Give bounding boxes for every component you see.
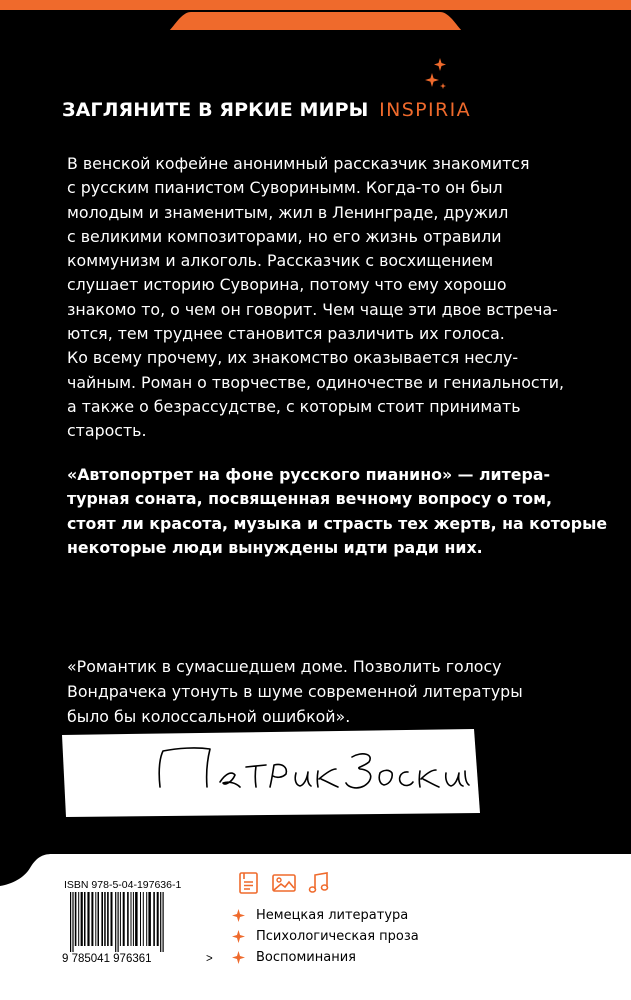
barcode-bar — [143, 892, 144, 946]
genre-label: Воспоминания — [256, 950, 356, 965]
barcode-bar — [111, 892, 113, 946]
barcode-bar — [78, 892, 79, 946]
sparkle-bullet-icon — [232, 930, 245, 943]
highlight-paragraph — [67, 463, 608, 560]
highlight-line: «Автопортрет на фоне русского пианино» — литера- — [67, 465, 551, 484]
genre-label: Психологическая проза — [256, 929, 419, 944]
barcode-bar — [160, 892, 161, 952]
description-line: молодым и знаменитым, жил в Ленинграде, дружил — [67, 202, 509, 222]
description-line: Ко всему прочему, их знакомство оказывается неслу- — [67, 348, 519, 368]
description-line: коммунизм и алкоголь. Рассказчик с восхищением — [67, 251, 494, 271]
barcode-bar — [163, 892, 164, 952]
genre-item — [232, 905, 419, 926]
isbn-text: ISBN 978-5-04-197636-1 — [64, 879, 182, 891]
barcode-bar — [95, 892, 96, 946]
barcode-bar — [131, 892, 132, 946]
barcode-bar — [81, 892, 83, 946]
barcode-bar — [87, 892, 89, 946]
barcode-bar — [146, 892, 147, 946]
barcode-bar — [115, 892, 116, 952]
barcode-bar — [140, 892, 141, 946]
genre-item — [232, 926, 419, 947]
description-line: слушает историю Суворина, потому что ему хорошо — [67, 275, 507, 295]
description-line: старость. — [67, 421, 147, 441]
quote-line: Вондрачека утонуть в шуме современной литературы — [67, 681, 523, 701]
barcode-bar — [123, 892, 125, 946]
ebook-icon — [236, 870, 262, 896]
barcode-bar — [104, 892, 106, 946]
headline-text: ЗАГЛЯНИТЕ В ЯРКИЕ МИРЫ — [62, 99, 369, 121]
format-icons — [236, 870, 336, 900]
barcode-bar — [127, 892, 129, 946]
barcode-bar — [133, 892, 134, 946]
barcode-bar — [72, 892, 73, 952]
description-line: с русским пианистом Суворинымм. Когда-то он был — [67, 178, 503, 198]
music-note-icon — [306, 870, 332, 896]
description-line: знакомо то, о чем он говорит. Чем чаще эти двое встреча- — [67, 299, 558, 319]
highlight-line: стоят ли красота, музыка и страсть тех жертв, на которые — [67, 513, 608, 533]
description-line: с великими композиторами, но его жизнь отравили — [67, 226, 502, 246]
barcode-bar — [91, 892, 93, 946]
barcode-bar — [70, 892, 71, 952]
sparkle-bullet-icon — [232, 909, 245, 922]
barcode-bar — [118, 892, 119, 952]
description-line: В венской кофейне анонимный рассказчик знакомится — [67, 154, 530, 173]
sparkles-icon — [418, 56, 458, 92]
barcode-bar — [120, 892, 121, 946]
sparkle-bullet-icon — [232, 951, 245, 964]
description-line: чайным. Роман о творчестве, одиночестве и гениальности, — [67, 372, 565, 392]
signature-card — [60, 727, 480, 817]
image-icon — [271, 870, 297, 896]
book-description — [67, 152, 587, 444]
barcode — [60, 878, 216, 968]
barcode-end-mark: > — [206, 953, 213, 965]
description-line: ются, тем труднее становится различить их голоса. — [67, 324, 505, 344]
quote-line: «Романтик в сумасшедшем доме. Позволить голосу — [67, 657, 502, 676]
barcode-bars — [70, 892, 164, 952]
highlight-line: некоторые люди вынуждены идти ради них. — [67, 537, 483, 557]
barcode-bar — [135, 892, 138, 946]
genre-label: Немецкая литература — [256, 908, 409, 923]
barcode-bar — [84, 892, 86, 946]
barcode-bar — [75, 892, 77, 946]
promo-headline — [62, 98, 582, 122]
quote-line: было бы колоссальной ошибкой». — [67, 706, 351, 726]
barcode-bar — [148, 892, 151, 946]
barcode-bar — [107, 892, 109, 946]
brand-name: INSPIRIA — [379, 99, 472, 121]
barcode-bar — [153, 892, 155, 946]
genre-item — [232, 947, 419, 968]
barcode-number: 9 785041 976361 — [62, 953, 152, 965]
barcode-bar — [101, 892, 103, 946]
barcode-bar — [157, 892, 159, 946]
highlight-line: турная соната, посвященная вечному вопросу о том, — [67, 489, 553, 509]
top-notch — [0, 10, 631, 40]
genre-list — [232, 905, 419, 968]
barcode-bar — [98, 892, 100, 946]
review-quote — [67, 655, 587, 729]
description-line: а также о безрассудстве, с которым стоит принимать — [67, 396, 521, 416]
